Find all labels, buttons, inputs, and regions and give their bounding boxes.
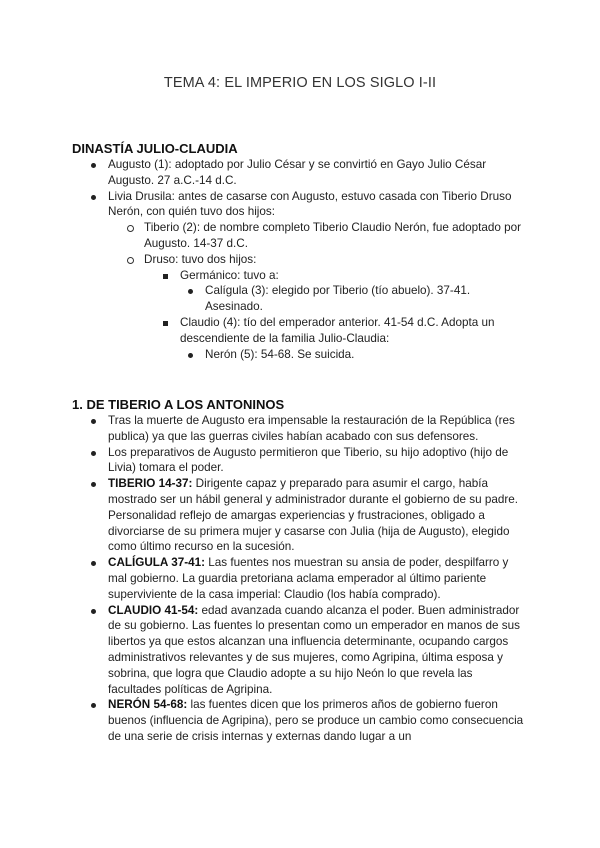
page-title: TEMA 4: EL IMPERIO EN LOS SIGLO I-II — [163, 75, 437, 91]
bullet-square-icon — [163, 274, 168, 279]
list-item: Augusto (1): adoptado por Julio César y se convirtió en Gayo Julio César Augusto. 27 a.C.-14 d.C. — [72, 157, 528, 189]
bullet-dot-icon — [91, 482, 96, 487]
list-item: NERÓN 54-68: las fuentes dicen que los primeros años de gobierno fueron buenos (influencia de Agripina), pero se produce un cambio como consecuencia de una serie de crisis internas y externas dando lugar a un — [72, 697, 528, 744]
list-item: Nerón (5): 54-68. Se suicida. — [72, 347, 528, 363]
bullet-square-icon — [163, 321, 168, 326]
list-item: Calígula (3): elegido por Tiberio (tío abuelo). 37-41. Asesinado. — [72, 283, 528, 315]
bullet-dot-icon — [91, 195, 96, 200]
bullet-dot-icon — [91, 451, 96, 456]
bullet-dot-icon — [91, 703, 96, 708]
list-item: Druso: tuvo dos hijos: — [72, 252, 528, 268]
list-item: CLAUDIO 41-54: edad avanzada cuando alcanza el poder. Buen administrador de su gobierno. Las fuentes lo presentan como un emperador en manos de sus libertos ya que estos alcanzan una influencia determinante, ocupando cargos administrativos relevantes y de sus mujeres, como Agripina, última esposa y sobrina, que logra que Claudio adopte a su hijo Neón lo que revela las facultades políticas de Agripina. — [72, 603, 528, 698]
julio-claudia-list — [72, 157, 528, 362]
bullet-dot-icon — [91, 163, 96, 168]
bullet-circle-icon — [127, 225, 134, 232]
bullet-dot-icon — [188, 289, 193, 294]
list-item: Los preparativos de Augusto permitieron que Tiberio, su hijo adoptivo (hijo de Livia) tomara el poder. — [72, 445, 528, 477]
list-item: Claudio (4): tío del emperador anterior. 41-54 d.C. Adopta un descendiente de la familia Julio-Claudia: — [72, 315, 528, 347]
list-item: Tiberio (2): de nombre completo Tiberio Claudio Nerón, fue adoptado por Augusto. 14-37 d.C. — [72, 220, 528, 252]
list-item: CALÍGULA 37-41: Las fuentes nos muestran su ansia de poder, despilfarro y mal gobierno. La guardia pretoriana aclama emperador al último pariente superviviente de la casa imperial: Claudio (los había comprado). — [72, 555, 528, 602]
section-heading-tiberio-antoninos: 1. DE TIBERIO A LOS ANTONINOS — [72, 397, 285, 412]
bullet-dot-icon — [91, 609, 96, 614]
list-item: Tras la muerte de Augusto era impensable la restauración de la República (res publica) ya que las guerras civiles habían acabado con sus defensores. — [72, 413, 528, 445]
tiberio-antoninos-list — [72, 413, 528, 745]
bullet-dot-icon — [188, 353, 193, 358]
list-item: Livia Drusila: antes de casarse con Augusto, estuvo casada con Tiberio Druso Nerón, con quién tuvo dos hijos: — [72, 189, 528, 221]
bullet-dot-icon — [91, 419, 96, 424]
bullet-dot-icon — [91, 561, 96, 566]
section-heading-julio-claudia: DINASTÍA JULIO-CLAUDIA — [72, 141, 238, 156]
bullet-circle-icon — [127, 257, 134, 264]
list-item: Germánico: tuvo a: — [72, 268, 528, 284]
list-item: TIBERIO 14-37: Dirigente capaz y preparado para asumir el cargo, había mostrado ser un hábil general y administrador durante el gobierno de su padre. Personalidad reflejo de amargas experiencias y frustraciones, obligado a divorciarse de su primera mujer y casarse con Julia (hija de Augusto), elegido como último recurso en la sucesión. — [72, 476, 528, 555]
